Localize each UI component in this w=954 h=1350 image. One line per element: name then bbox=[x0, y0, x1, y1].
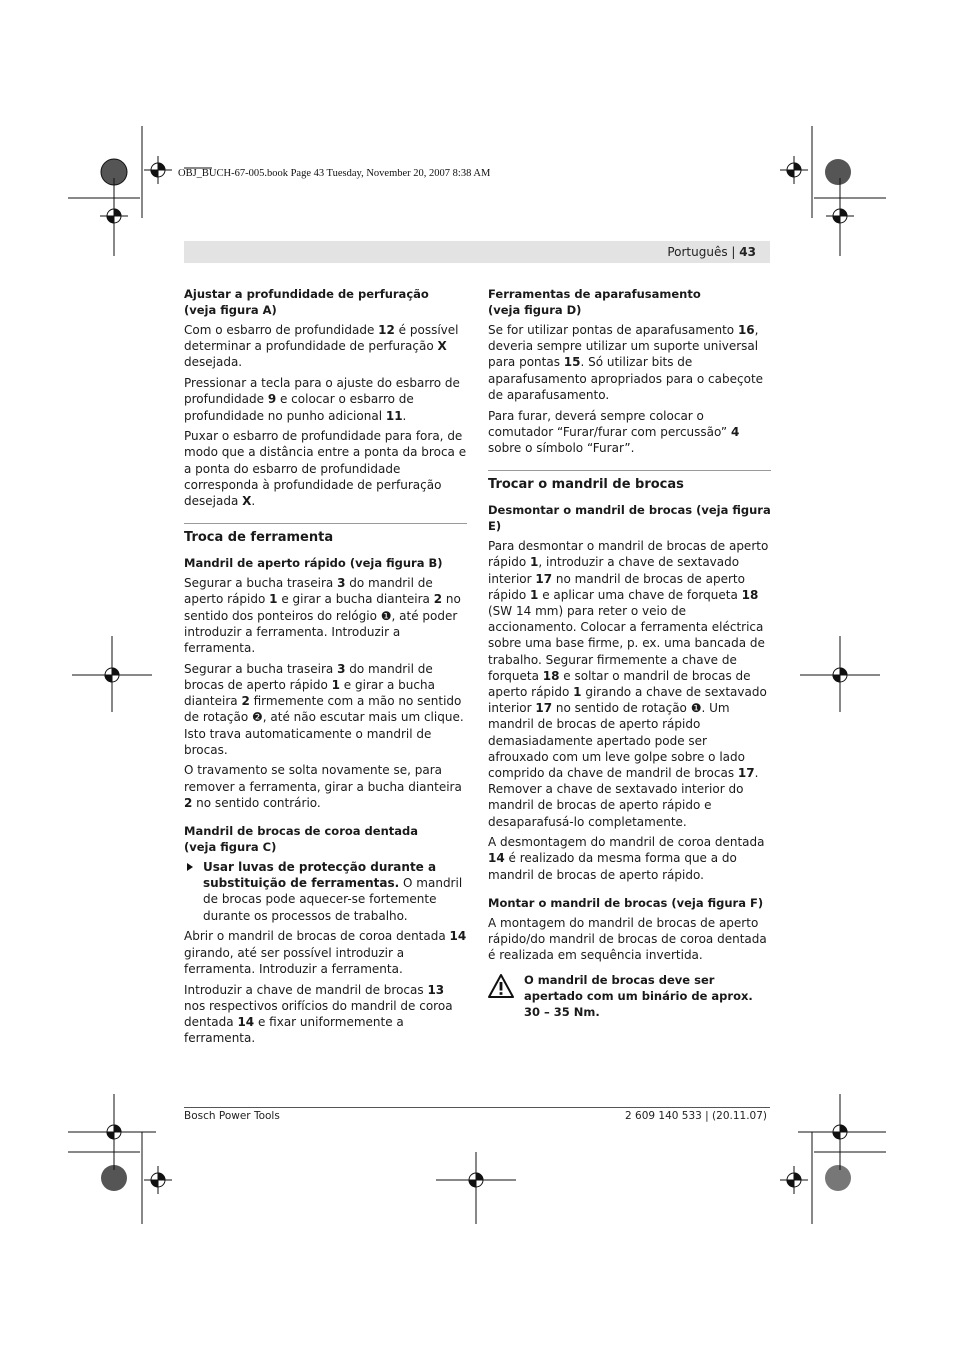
screwdriving-figure-ref: (veja figura D) bbox=[488, 303, 582, 317]
registration-wheel-icon bbox=[101, 159, 851, 1191]
depth-adjust-paragraph-2: Pressionar a tecla para o ajuste do esbarro de profundidade 9 e colocar o esbarro de profundidade no punho adicional 11. bbox=[184, 376, 460, 423]
screwdriving-title: Ferramentas de aparafusamento bbox=[488, 287, 701, 301]
page-number: 43 bbox=[739, 245, 756, 259]
keyless-chuck-paragraph-1: Segurar a bucha traseira 3 do mandril de aperto rápido 1 e girar a bucha dianteira 2 no sentido dos ponteiros do relógio ❶, até poder introduzir a ferramenta. Introduzir a ferramenta. bbox=[184, 576, 461, 656]
keyless-chuck-paragraph-2: Segurar a bucha traseira 3 do mandril de brocas de aperto rápido 1 e girar a bucha dianteira 2 firmemente com a mão no sentido de rotação ❷, até não escutar mais um clique. Isto trava automaticamente o mandril de brocas. bbox=[184, 661, 464, 757]
chuck-removal-heading: Desmontar o mandril de brocas (veja figura E) bbox=[488, 503, 771, 534]
key-chuck-title: Mandril de brocas de coroa dentada bbox=[184, 824, 419, 839]
depth-adjust-paragraph-1: Com o esbarro de profundidade 12 é possível determinar a profundidade de perfuração X desejada. bbox=[184, 323, 459, 370]
chuck-removal-paragraph-2: A desmontagem do mandril de coroa dentada 14 é realizado da mesma forma que a do mandril de brocas de aperto rápido. bbox=[488, 835, 765, 882]
header-separator: | bbox=[731, 245, 736, 259]
footer-brand: Bosch Power Tools bbox=[184, 1110, 280, 1122]
tool-change-heading: Troca de ferramenta bbox=[184, 523, 467, 546]
depth-adjust-figure-ref: (veja figura A) bbox=[184, 303, 277, 317]
keyless-chuck-paragraph-3: O travamento se solta novamente se, para remover a ferramenta, girar a bucha dianteira 2 no sentido contrário. bbox=[184, 763, 462, 810]
print-info: OBJ_BUCH-67-005.book Page 43 Tuesday, November 20, 2007 8:38 AM bbox=[178, 168, 491, 179]
crosshair-targets bbox=[98, 156, 854, 1194]
chuck-mounting-heading: Montar o mandril de brocas (veja figura F) bbox=[488, 895, 764, 910]
header-language: Português bbox=[667, 245, 728, 259]
screwdriving-paragraph-2: Para furar, deverá sempre colocar o comutador “Furar/furar com percussão” 4 sobre o símbolo “Furar”. bbox=[488, 408, 740, 455]
key-chuck-paragraph-1: Abrir o mandril de brocas de coroa dentada 14 girando, até ser possível introduzir a ferramenta. Introduzir a ferramenta. bbox=[184, 929, 467, 976]
depth-adjust-paragraph-3: Puxar o esbarro de profundidade para fora, de modo que a distância entre a ponta da broca e a ponta do esbarro de profundidade corresponda à profundidade de perfuração desejada X. bbox=[184, 429, 467, 509]
key-chuck-figure-ref: (veja figura C) bbox=[184, 840, 277, 855]
footer-doc-id: 2 609 140 533 | (20.11.07) bbox=[625, 1110, 767, 1122]
chuck-mounting-paragraph: A montagem do mandril de brocas de aperto rápido/do mandril de brocas de coroa dentada é realizada em sequência invertida. bbox=[488, 915, 767, 963]
chuck-removal-paragraph-1: Para desmontar o mandril de brocas de aperto rápido 1, introduzir a chave de sextavado interior 17 no mandril de brocas de aperto rápido 1 e aplicar uma chave de forqueta 18 (SW 14 mm) para reter o veio de accionamento. Colocar a ferramenta eléctrica sobre uma base firme, p. ex. uma bancada de trabalho. Segurar firmemente a chave de forqueta 18 e soltar o mandril de brocas de aperto rápido 1 girando a chave de sextavado interior 17 no sentido de rotação ❶. Um mandril de brocas de aperto rápido demasiadamente apertado pode ser afrouxado com um leve golpe sobre o lado comprido da chave de mandril de brocas 17. Remover a chave de sextavado interior do mandril de brocas de aperto rápido e desaparafusá-lo completamente. bbox=[488, 539, 769, 829]
keyless-chuck-heading: Mandril de aperto rápido (veja figura B) bbox=[184, 556, 443, 571]
depth-adjust-title: Ajustar a profundidade de perfuração bbox=[184, 287, 429, 301]
torque-warning-text: O mandril de brocas deve ser apertado com um binário de aprox. 30 – 35 Nm. bbox=[524, 972, 753, 1019]
key-chuck-paragraph-2: Introduzir a chave de mandril de brocas 13 nos respectivos orifícios do mandril de coroa dentada 14 e fixar uniformemente a ferramenta. bbox=[184, 982, 453, 1046]
chuck-change-heading: Trocar o mandril de brocas bbox=[488, 470, 771, 493]
screwdriving-paragraph-1: Se for utilizar pontas de aparafusamento 16, deveria sempre utilizar um suporte universal para pontas 15. Só utilizar bits de aparafusamento apropriados para o cabeçote de aparafusamento. bbox=[488, 323, 764, 402]
gloves-bullet: Usar luvas de protecção durante a substituição de ferramentas. O mandril de brocas pode aquecer-se fortemente durante os processos de trabalho. bbox=[184, 859, 467, 924]
